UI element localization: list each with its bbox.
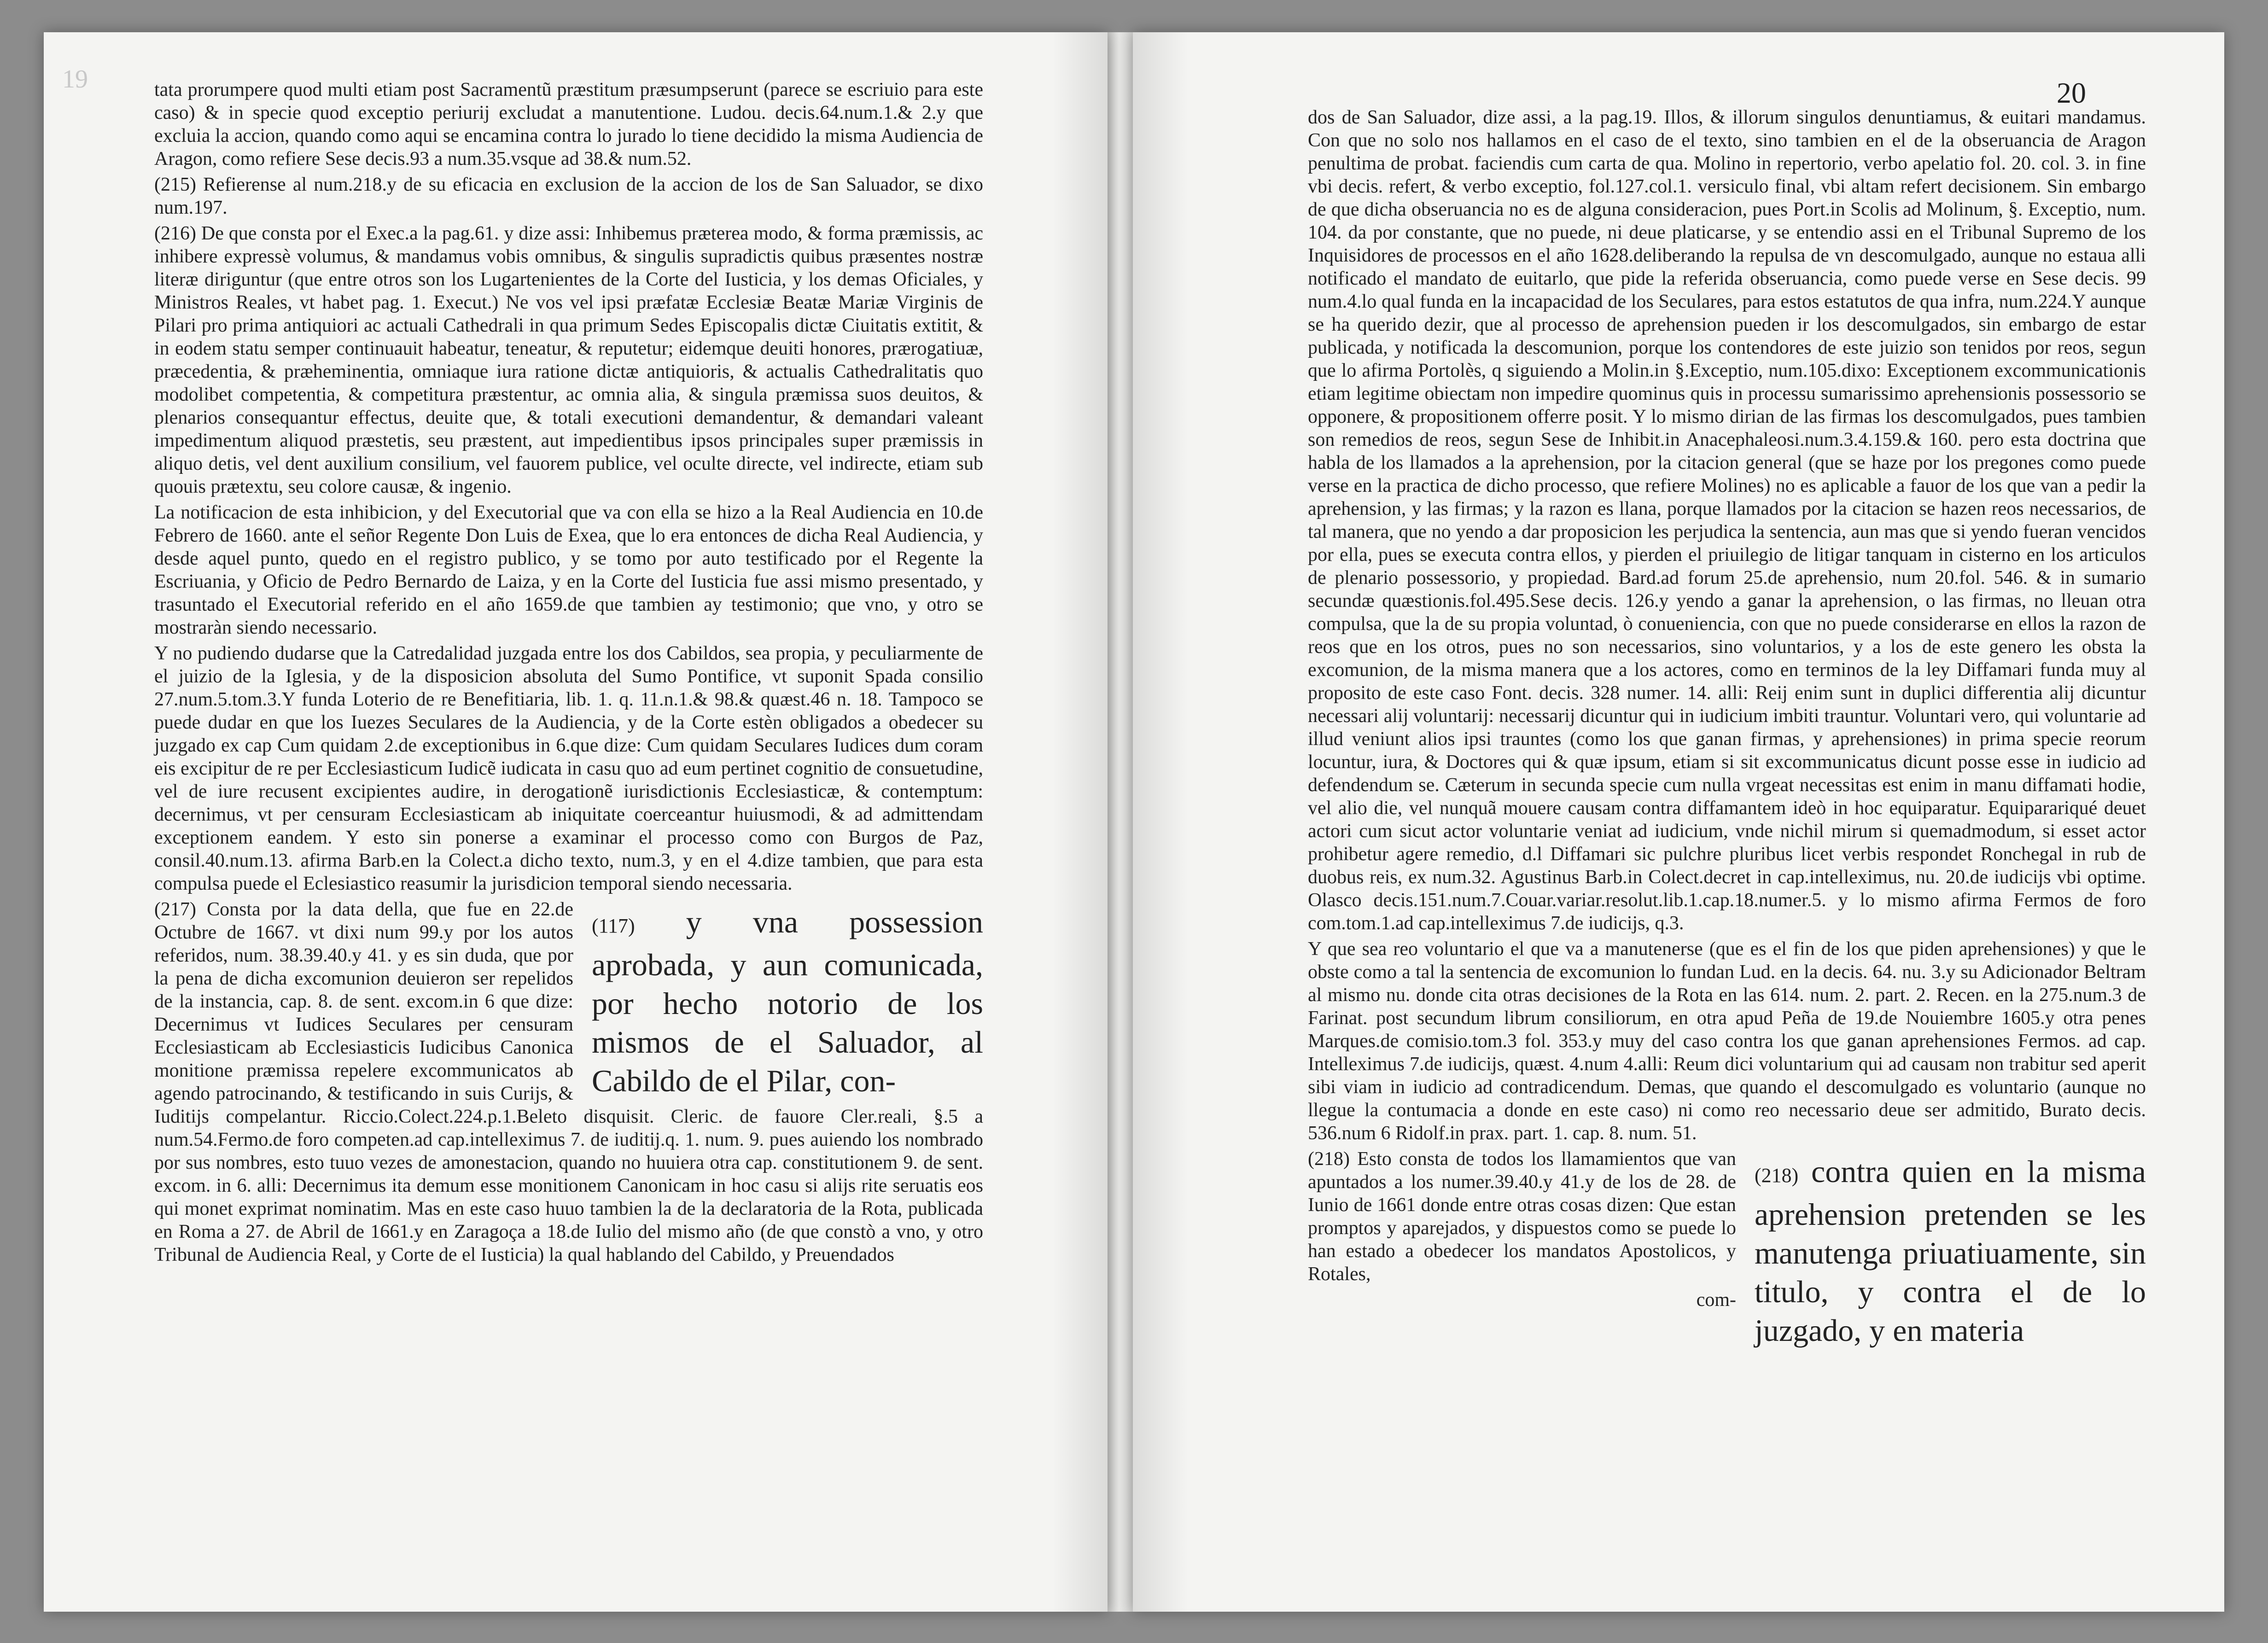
- book-gutter: [1108, 32, 1133, 1612]
- paragraph: (218) Esto consta de todos los llamamientos que van apuntados a los numer.39.40.y 41.y de los de 28. de Iunio de 1661 donde entre otras cosas dizen: Que estan promptos y aparejados, y dispuestos como se puede lo han estado a obedecer los mandatos Apostolicos, y Rotales,: [1308, 1148, 1736, 1285]
- catchword: com-: [1696, 1289, 1736, 1311]
- paragraph: Y que sea reo voluntario el que va a manutenerse (que es el fin de los que piden aprehensiones) y que le obste como a tal la sentencia de excomunion lo fundan Lud. en la decis. 64. nu. 3.y su Adicionador Beltram al mismo nu. donde cita otras decisiones de la Rota en las 614. num. 2. part. 2. Recen. en la 275.num.3 de Farinat. post secundum librum consiliorum, en otra apud Peña de 19.de Nouiembre 1605.y otra penes Marques.de comisio.tom.3 fol. 353.y muy del caso contra los que ganan aprehensiones Fermos. ad cap. Intelleximus 7.de iudicijs, quæst. 4.num 4.alli: Reum dici voluntarium qui ad causam non trabitur sed aperit sibi viam in iudicio ad contradicendum. Demas, que quando el descomulgado es voluntario (aunque no llegue la contumacia a donde en este caso) ni como reo necessario deue ser admitido, Burato decis. 536.num 6 Ridolf.in prax. part. 1. cap. 8. num. 51.: [1308, 938, 2146, 1144]
- right-page-text: [1308, 106, 2146, 1354]
- marginal-note-218: [1755, 1152, 2146, 1350]
- left-page-text: [154, 78, 983, 1269]
- marginal-note-text: contra quien en la misma aprehension pretenden se les manutenga priuatiuamente, sin titulo, y contra el de lo juzgado, y en materia: [1755, 1154, 2146, 1348]
- paragraph: (216) De que consta por el Exec.a la pag.61. y dize assi: Inhibemus præterea modo, & forma præmissis, ac inhibere expressè volumus, & mandamus vobis omnibus, & singulis supradictis quibus præsentes nostræ literæ diriguntur (que entre otros son los Lugartenientes de la Corte del Iusticia, y los demas Oficiales, y Ministros Reales, vt habet pag. 1. Execut.) Ne vos vel ipsi præfatæ Ecclesiæ Beatæ Mariæ Virginis de Pilari pro prima antiquiori ac actuali Cathedrali in qua primum Sedes Episcopalis dictæ Ciuitatis extitit, & in eodem statu semper continuauit habeatur, teneatur, & reputetur; eidemque deuiti honores, prærogatiuæ, præcedentia, & præheminentia, omniaque iura ratione dictæ antiquioris, & actualis Cathedralitatis quo modolibet competentia, & competitura præstentur, ac omnia alia, & singula præmissa suos deuitos, & plenarios consequantur effectus, deuite que, & totali executioni demandentur, & demandari valeant impedimentum aliquod præstetis, seu præstent, aut impedientibus ipsos principales super præmissis in aliquo detis, vel dent auxilium consilium, vel fauorem publice, vel oculte directe, vel indirecte, etiam sub quouis prætextu, seu colore causæ, & ingenio.: [154, 223, 983, 497]
- paragraph: tata prorumpere quod multi etiam post Sacramentũ præstitum præsumpserunt (parece se escriuio para este caso) & in specie quod exceptio periurij excludat a manutentione. Ludou. decis.64.num.1.& 2.y que excluia la accion, quando como aqui se encamina contra lo jurado lo tiene decidido la misma Audiencia de Aragon, como refiere Sese decis.93 a num.35.vsque ad 38.& num.52.: [154, 79, 983, 169]
- paragraph: (215) Refierense al num.218.y de su eficacia en exclusion de la accion de los de San Saluador, se dixo num.197.: [154, 174, 983, 218]
- marginal-note-text: y vna possession aprobada, y aun comunicada, por hecho notorio de los mismos de el Saluador, al Cabildo de el Pilar, con-: [592, 904, 984, 1098]
- right-page: [1133, 32, 2224, 1612]
- paragraph: La notificacion de esta inhibicion, y del Executorial que va con ella se hizo a la Real Audiencia en 10.de Febrero de 1660. ante el señor Regente Don Luis de Exea, que lo era entonces de dicha Real Audiencia, y desde aquel punto, quedo en el registro publico, y se tomo por auto testificado por el Regente la Escriuania, y Oficio de Pedro Bernardo de Laiza, y en la Corte del Iusticia fue assi mismo presentado, y trasuntado el Executorial referido en el año 1659.de que tambien ay testimonio; que vno, y otro se mostraràn siendo necessario.: [154, 502, 983, 638]
- bleed-through-page-number: 19: [62, 65, 88, 93]
- marginal-note-number: (117): [592, 915, 635, 937]
- left-page: [44, 32, 1108, 1612]
- marginal-note-117: [592, 903, 983, 1100]
- page-number: 20: [2057, 76, 2086, 109]
- paragraph: (217) Consta por la data della, que fue en 22.de Octubre de 1667. vt dixi num 99.y por los autos referidos, num. 38.39.40.y 41. y es sin duda, que por la pena de dicha excomunion deuieron ser repelidos de la instancia, cap. 8. de sent. excom.in 6 que dize: Decernimus vt Iudices Seculares per censuram Ecclesiasticam ab Ecclesiasticis Iudicibus Canonica monitione præmissa repelere excommunicatos ab agendo patrocinando, & testificando in suis Curijs, & Iuditijs compelantur. Riccio.Colect.224.p.1.Beleto disquisit. Cleric. de fauore Cler.reali, §.5 a num.54.Fermo.de foro competen.ad cap.intelleximus 7. de iuditij.q. 1. num. 9. pues auiendo los nombrado por sus nombres, esto tuuo vezes de amonestacion, quando no huuiera otra cap. constitutionem 9. de sent. excom. in 6. alli: Decernimus ita demum esse monitionem Canonicam in hoc casu si alijs rite seruatis eos qui monet exprimat nominatim. Mas en este caso huuo tambien la de la declaratoria de la Rota, publicada en Roma a 27. de Abril de 1661.y en Zaragoça a 18.de Iulio del mismo año (de que constò a vno, y otro Tribunal de Audiencia Real, y Corte de el Iusticia) la qual hablando del Cabildo, y Preuendados: [154, 899, 983, 1265]
- paragraph: dos de San Saluador, dize assi, a la pag.19. Illos, & illorum singulos denuntiamus, & euitari mandamus. Con que no solo nos hallamos en el caso de el texto, sino tambien en el de la obseruancia de Aragon penultima de probat. faciendis cum carta de qua. Molino in repertorio, verbo apelatio fol. 20. col. 3. in fine vbi decis. refert, & verbo exceptio, fol.127.col.1. versiculo final, vbi altam refert decisionem. Sin embargo de que dicha obseruancia no es de alguna consideracion, pues Port.in Scolis ad Molinum, §. Exceptio, num. 104. da por constante, que no puede, ni deue platicarse, y se entendio assi en el Tribunal Supremo de los Inquisidores de processos en el año 1628.deliberando la repulsa de vn descomulgado, aunque no estaua alli notificado el mandato de euitarlo, que pide la referida obseruancia, como puede verse en Sese decis. 99 num.4.lo qual funda en la incapacidad de los Seculares, para estos estatutos de qua infra, num.224.Y aunque se ha querido dezir, que al processo de aprehension pueden ir los descomulgados, sin embargo de estar publicada, y notificada la descomunion, porque los contendores de este juizio son tenidos por reos, segun que lo afirma Portolès, q siguiendo a Molin.in §.Exceptio, num.105.dixo: Exceptionem excommunicationis etiam legitime obiectam non impedire quominus quis in processu sumarissimo aprehensionis possessorio se opponere, & propositionem offerre posit. Y lo mismo dirian de las firmas los descomulgados, pues tambien son remedios de reos, segun Sese de Inhibit.in Anacephaleosi.num.3.4.159.& 160. pero esta doctrina que habla de los llamados a la aprehension, por la citacion general (que se haze por los pregones como puede verse en la practica de dicho processo, que refiere Molines) no es aplicable a fauor de los que van a pedir la aprehension, y las firmas; y la razon es llana, porque llamados por la citacion se hazen reos necessarios, de tal manera, que no yendo a dar proposicion les perjudica la sentencia, aun mas que si yendo fueran vencidos por ella, pues se executa contra ellos, y pierden el priuilegio de litigar tanquam in cisterno en los articulos de plenario possessorio, y propiedad. Bard.ad forum 25.de aprehensio, num 20.fol. 546. & in sumario secundæ quæstionis.fol.495.Sese decis. 126.y yendo a ganar la aprehension, o las firmas, no lleuan otra compulsa, que la de su propia voluntad, ò conueniencia, con que no puede considerarse en ellos la razon de reos que en los otros, pues no son necessarios, sino voluntarios, y a los de este genero les obsta la excomunion, de la misma manera que a los actores, como en terminos de la ley Diffamari funda muy al proposito de este caso Font. decis. 328 numer. 14. alli: Reij enim sunt in duplici differentia alij dicuntur necessari alij voluntarij: necessarij dicuntur qui in iudicium imbiti trauntur. Voluntari vero, qui voluntarie ad illud veniunt alios ipsi trauntes (como los que ganan firmas, y aprehensiones) in prima specie reorum locuntur, iura, & Doctores qui & quæ ipsum, etiam si sit excommunicatus dicunt posse esse in iudicio ad defendendum se. Cæterum in secunda specie cum nulla vrgeat necessitas est enim in manu diffamati hodie, vel alio die, vel nunquã mouere causam contra diffamantem ideò in hoc equiparatur. Equiparariqué deuet actori cum sicut actor voluntarie veniat ad iudicium, vnde nichil mirum si quemadmodum, si esset actor prohibetur agere remedio, d.l Diffamari sic pulchre pluribus licet verbis respondet Ronchegal in rub de duobus reis, ex num.32. Agustinus Barb.in Colect.decret in cap.intelleximus, nu. 20.de iudicijs vbi optime. Olasco decis.151.num.7.Couar.variar.resolut.lib.1.cap.18.numer.5. y lo mismo afirma Fermos de foro com.tom.1.ad cap.intelleximus 7.de iudicijs, q.3.: [1308, 107, 2146, 934]
- paragraph: Y no pudiendo dudarse que la Catredalidad juzgada entre los dos Cabildos, sea propia, y peculiarmente de el juizio de la Iglesia, y de la disposicion absoluta del Sumo Pontifice, vt suponit Spada consilio 27.num.5.tom.3.Y funda Loterio de re Benefitiaria, lib. 1. q. 11.n.1.& 98.& quæst.46 n. 18. Tampoco se puede dudar en que los Iuezes Seculares de la Audiencia, y de la Corte estèn obligados a obedecer su juzgado ex cap Cum quidam 2.de exceptionibus in 6.que dize: Cum quidam Seculares Iudices dum coram eis excipitur de re per Ecclesiasticum Iudicẽ iudicata in casu quo ad eum pertinet cognitio de consuetudine, vel de iure recusent excipientes audire, in derogationẽ iurisdictionis Ecclesiasticæ, & contemptum: decernimus, vt per censuram Ecclesiasticam ab iniquitate coerceantur huiusmodi, & ad admittendam exceptionem eandem. Y esto sin ponerse a examinar el processo como con Burgos de Paz, consil.40.num.13. afirma Barb.en la Colect.a dicho texto, num.3, y en el 4.dize tambien, que para esta compulsa puede el Eclesiastico reasumir la jurisdicion temporal siendo necessaria.: [154, 643, 983, 894]
- fold-shadow: [1133, 32, 1188, 1612]
- marginal-note-number: (218): [1755, 1164, 1799, 1187]
- fold-shadow: [1052, 32, 1108, 1612]
